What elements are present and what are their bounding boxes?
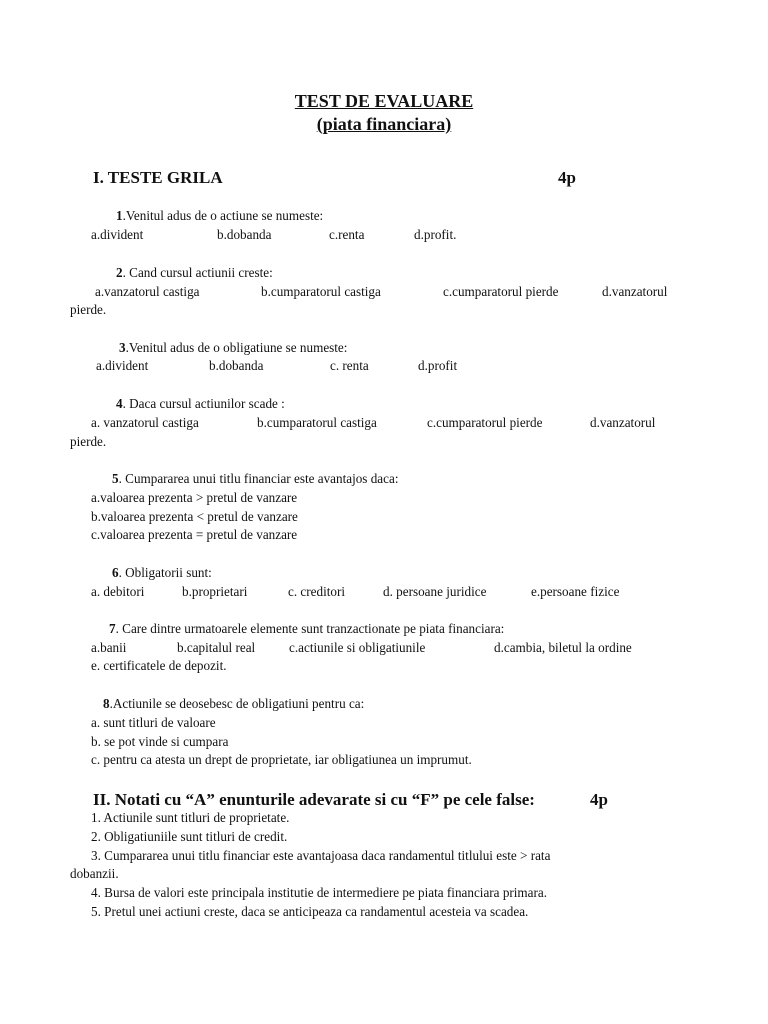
option: d.profit. [414,228,457,243]
question-text: . Cand cursul actiunii creste: [122,266,273,281]
option: b.dobanda [209,359,264,374]
question-text: . Obligatorii sunt: [118,566,212,581]
statement: 5. Pretul unei actiuni creste, daca se anticipeaza ca randamentul acesteia va scadea. [91,905,529,920]
option: a.valoarea prezenta > pretul de vanzare [91,491,298,506]
question-text: .Actiunile se deosebesc de obligatiuni pentru ca: [109,697,365,712]
option: c. pentru ca atesta un drept de proprietate, iar obligatiunea un imprumut. [91,753,472,768]
option: b.dobanda [217,228,272,243]
statement: 1. Actiunile sunt titluri de proprietate. [91,811,290,826]
section-2-heading: II. Notati cu “A” enunturile adevarate si cu “F” pe cele false: [93,790,535,809]
option: a.banii [91,641,127,656]
question-number: 6 [112,566,119,581]
option: e. certificatele de depozit. [91,659,227,674]
document-subtitle: (piata financiara) [316,114,452,134]
option: d.cambia, biletul la ordine [494,641,632,656]
option: b. se pot vinde si cumpara [91,735,229,750]
question-number: 3 [119,341,126,356]
question-number: 7 [109,622,116,637]
question-text: .Venitul adus de o actiune se numeste: [122,209,324,224]
option: c.actiunile si obligatiunile [289,641,426,656]
option: a.vanzatorul castiga [95,285,200,300]
question-3 [119,340,347,358]
option: b.capitalul real [177,641,256,656]
option: c.valoarea prezenta = pretul de vanzare [91,528,298,543]
question-7 [109,621,504,639]
option: c. renta [330,359,369,374]
option: a.divident [96,359,149,374]
option: c.renta [329,228,365,243]
option: d.profit [418,359,458,374]
statement: 2. Obligatiuniile sunt titluri de credit. [91,830,288,845]
option-continuation: pierde. [70,435,107,450]
option: c.cumparatorul pierde [443,285,559,300]
question-6 [112,565,212,583]
option: a.divident [91,228,144,243]
statement: 3. Cumpararea unui titlu financiar este avantajoasa daca randamentul titlului este > rata [91,849,551,864]
option: c.cumparatorul pierde [427,416,543,431]
question-2 [116,265,273,283]
document-title: TEST DE EVALUARE [294,91,474,111]
option: a. vanzatorul castiga [91,416,199,431]
question-text: .Venitul adus de o obligatiune se numeste: [125,341,348,356]
option: a. debitori [91,585,145,600]
option: e.persoane fizice [531,585,620,600]
question-text: . Care dintre urmatoarele elemente sunt tranzactionate pe piata financiara: [115,622,505,637]
statement: 4. Bursa de valori este principala institutie de intermediere pe piata financiara primara. [91,886,548,901]
question-number: 2 [116,266,123,281]
question-text: . Cumpararea unui titlu financiar este avantajos daca: [118,472,399,487]
option: d. persoane juridice [383,585,487,600]
section-2-points: 4p [590,790,608,809]
option: b.proprietari [182,585,248,600]
option: b.valoarea prezenta < pretul de vanzare [91,510,298,525]
question-number: 8 [103,697,110,712]
question-8 [103,696,364,714]
question-4 [116,396,285,414]
section-1-points: 4p [558,168,576,187]
statement-continuation: dobanzii. [70,867,119,882]
option: d.vanzatorul [590,416,656,431]
option: b.cumparatorul castiga [257,416,377,431]
question-number: 5 [112,472,119,487]
question-text: . Daca cursul actiunilor scade : [122,397,285,412]
question-5 [112,471,398,489]
option: c. creditori [288,585,346,600]
section-1-heading: I. TESTE GRILA [93,168,223,187]
question-1 [116,208,323,226]
question-number: 4 [116,397,123,412]
option: b.cumparatorul castiga [261,285,381,300]
question-number: 1 [116,209,123,224]
option: d.vanzatorul [602,285,668,300]
option-continuation: pierde. [70,303,107,318]
option: a. sunt titluri de valoare [91,716,216,731]
